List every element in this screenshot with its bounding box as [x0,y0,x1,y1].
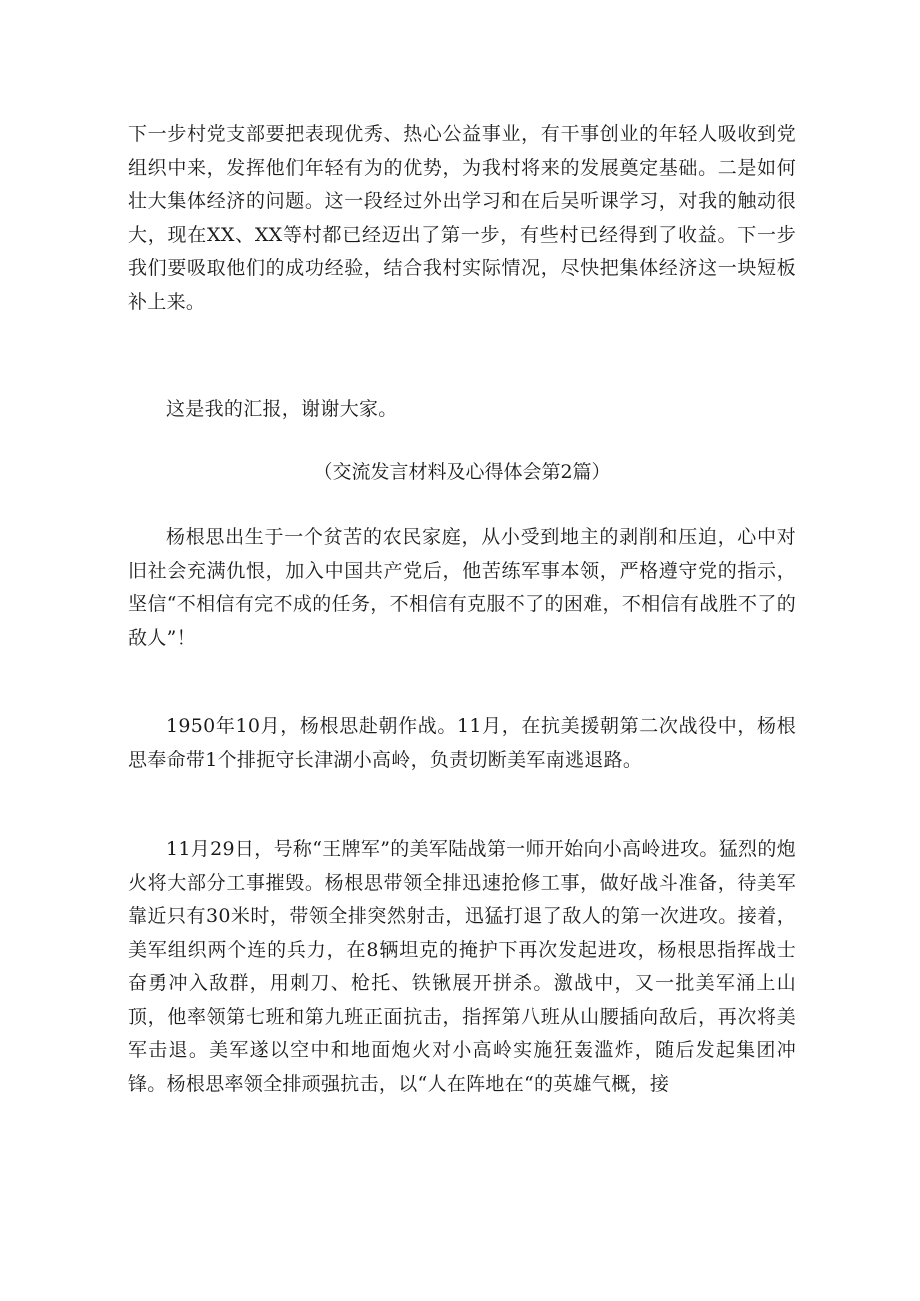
section-continuation [128,118,796,319]
section-heading: （交流发言材料及心得体会第2篇） [313,461,611,483]
paragraph-intro: 杨根思出生于一个贫苦的农民家庭，从小受到地主的剥削和压迫，心中对旧社会充满仇恨，加入中国共产党后，他苦练军事本领，严格遵守党的指示，坚信“不相信有完不成的任务，不相信有克服不了的困难，不相信有战胜不了的敌人”！ [128,526,796,649]
paragraph-closing: 这是我的汇报，谢谢大家。 [166,398,398,420]
paragraph-deployment: 1950年10月，杨根思赴朝作战。11月，在抗美援朝第二次战役中，杨根思奉命带1个排扼守长津湖小高岭，负责切断美军南逃退路。 [128,715,796,771]
section-deployment [128,710,796,777]
section-intro [128,521,796,655]
paragraph-battle: 11月29日，号称“王牌军”的美军陆战第一师开始向小高岭进攻。猛烈的炮火将大部分工事摧毁。杨根思带领全排迅速抢修工事，做好战斗准备，待美军靠近只有30米时，带领全排突然射击，迅猛打退了敌人的第一次进攻。接着，美军组织两个连的兵力，在8辆坦克的掩护下再次发起进攻，杨根思指挥战士奋勇冲入敌群，用刺刀、枪托、铁锹展开拼杀。激战中，又一批美军涌上山顶，他率领第七班和第九班正面抗击，指挥第八班从山腰插向敌后，再次将美军击退。美军遂以空中和地面炮火对小高岭实施狂轰滥炸，随后发起集团冲锋。杨根思率领全排顽强抗击，以“人在阵地在“的英雄气概，接 [128,838,796,1095]
section-closing [128,393,796,427]
paragraph-continuation: 下一步村党支部要把表现优秀、热心公益事业，有干事创业的年轻人吸收到党组织中来，发挥他们年轻有为的优势，为我村将来的发展奠定基础。二是如何壮大集体经济的问题。这一段经过外出学习和在后吴听课学习，对我的触动很大，现在XX、XX等村都已经迈出了第一步，有些村已经得到了收益。下一步我们要吸取他们的成功经验，结合我村实际情况，尽快把集体经济这一块短板补上来。 [128,123,796,313]
section-battle [128,833,796,1101]
